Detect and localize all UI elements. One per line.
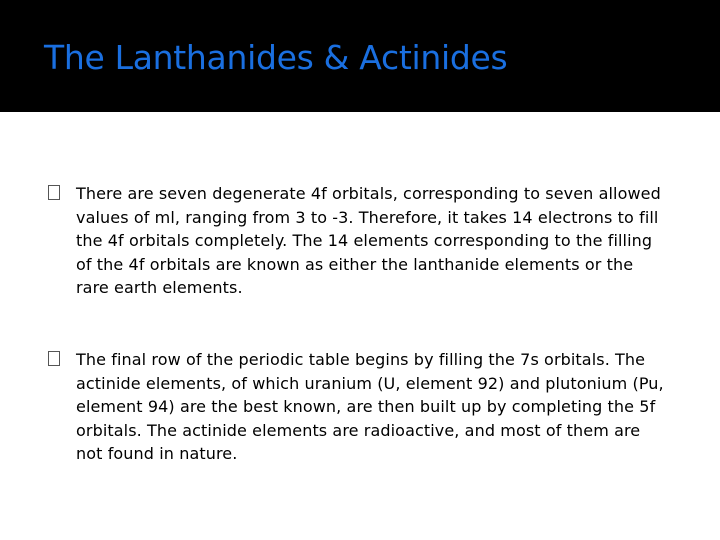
term-rare-earth-elements: rare earth elements: [76, 278, 238, 297]
bullet-item-actinides: [48, 348, 668, 466]
slide-title: The Lanthanides & Actinides: [44, 38, 508, 77]
title-bar: [0, 0, 720, 112]
text-segment: of which uranium (U, element 92) and plutonium (Pu, element 94) are the best known, are then built up by completing the 5f orbitals. The actinide elements are radioactive, and most of them are not found in nature.: [76, 373, 664, 463]
text-segment: or the: [579, 254, 634, 274]
text-segment: The final row of the periodic table begins by filling the 7s orbitals. The: [76, 350, 646, 369]
bullet-text: [76, 348, 668, 466]
term-lanthanide-elements: lanthanide elements: [413, 254, 580, 274]
bullet-box-icon: [48, 185, 60, 200]
bullet-box-icon: [48, 351, 60, 366]
text-segment: There are seven degenerate 4f orbitals, corresponding to seven allowed values of ml, ranging from 3 to -3. Therefore, it takes 14 electrons to fill the 4f orbitals completely. The 14 elements corresponding to the filling of the 4f orbitals are known as either the: [76, 184, 661, 274]
text-segment: .: [237, 278, 243, 297]
bullet-item-lanthanides: [48, 182, 668, 300]
bullet-text: [76, 182, 668, 300]
term-actinide-elements: actinide elements,: [76, 373, 227, 393]
